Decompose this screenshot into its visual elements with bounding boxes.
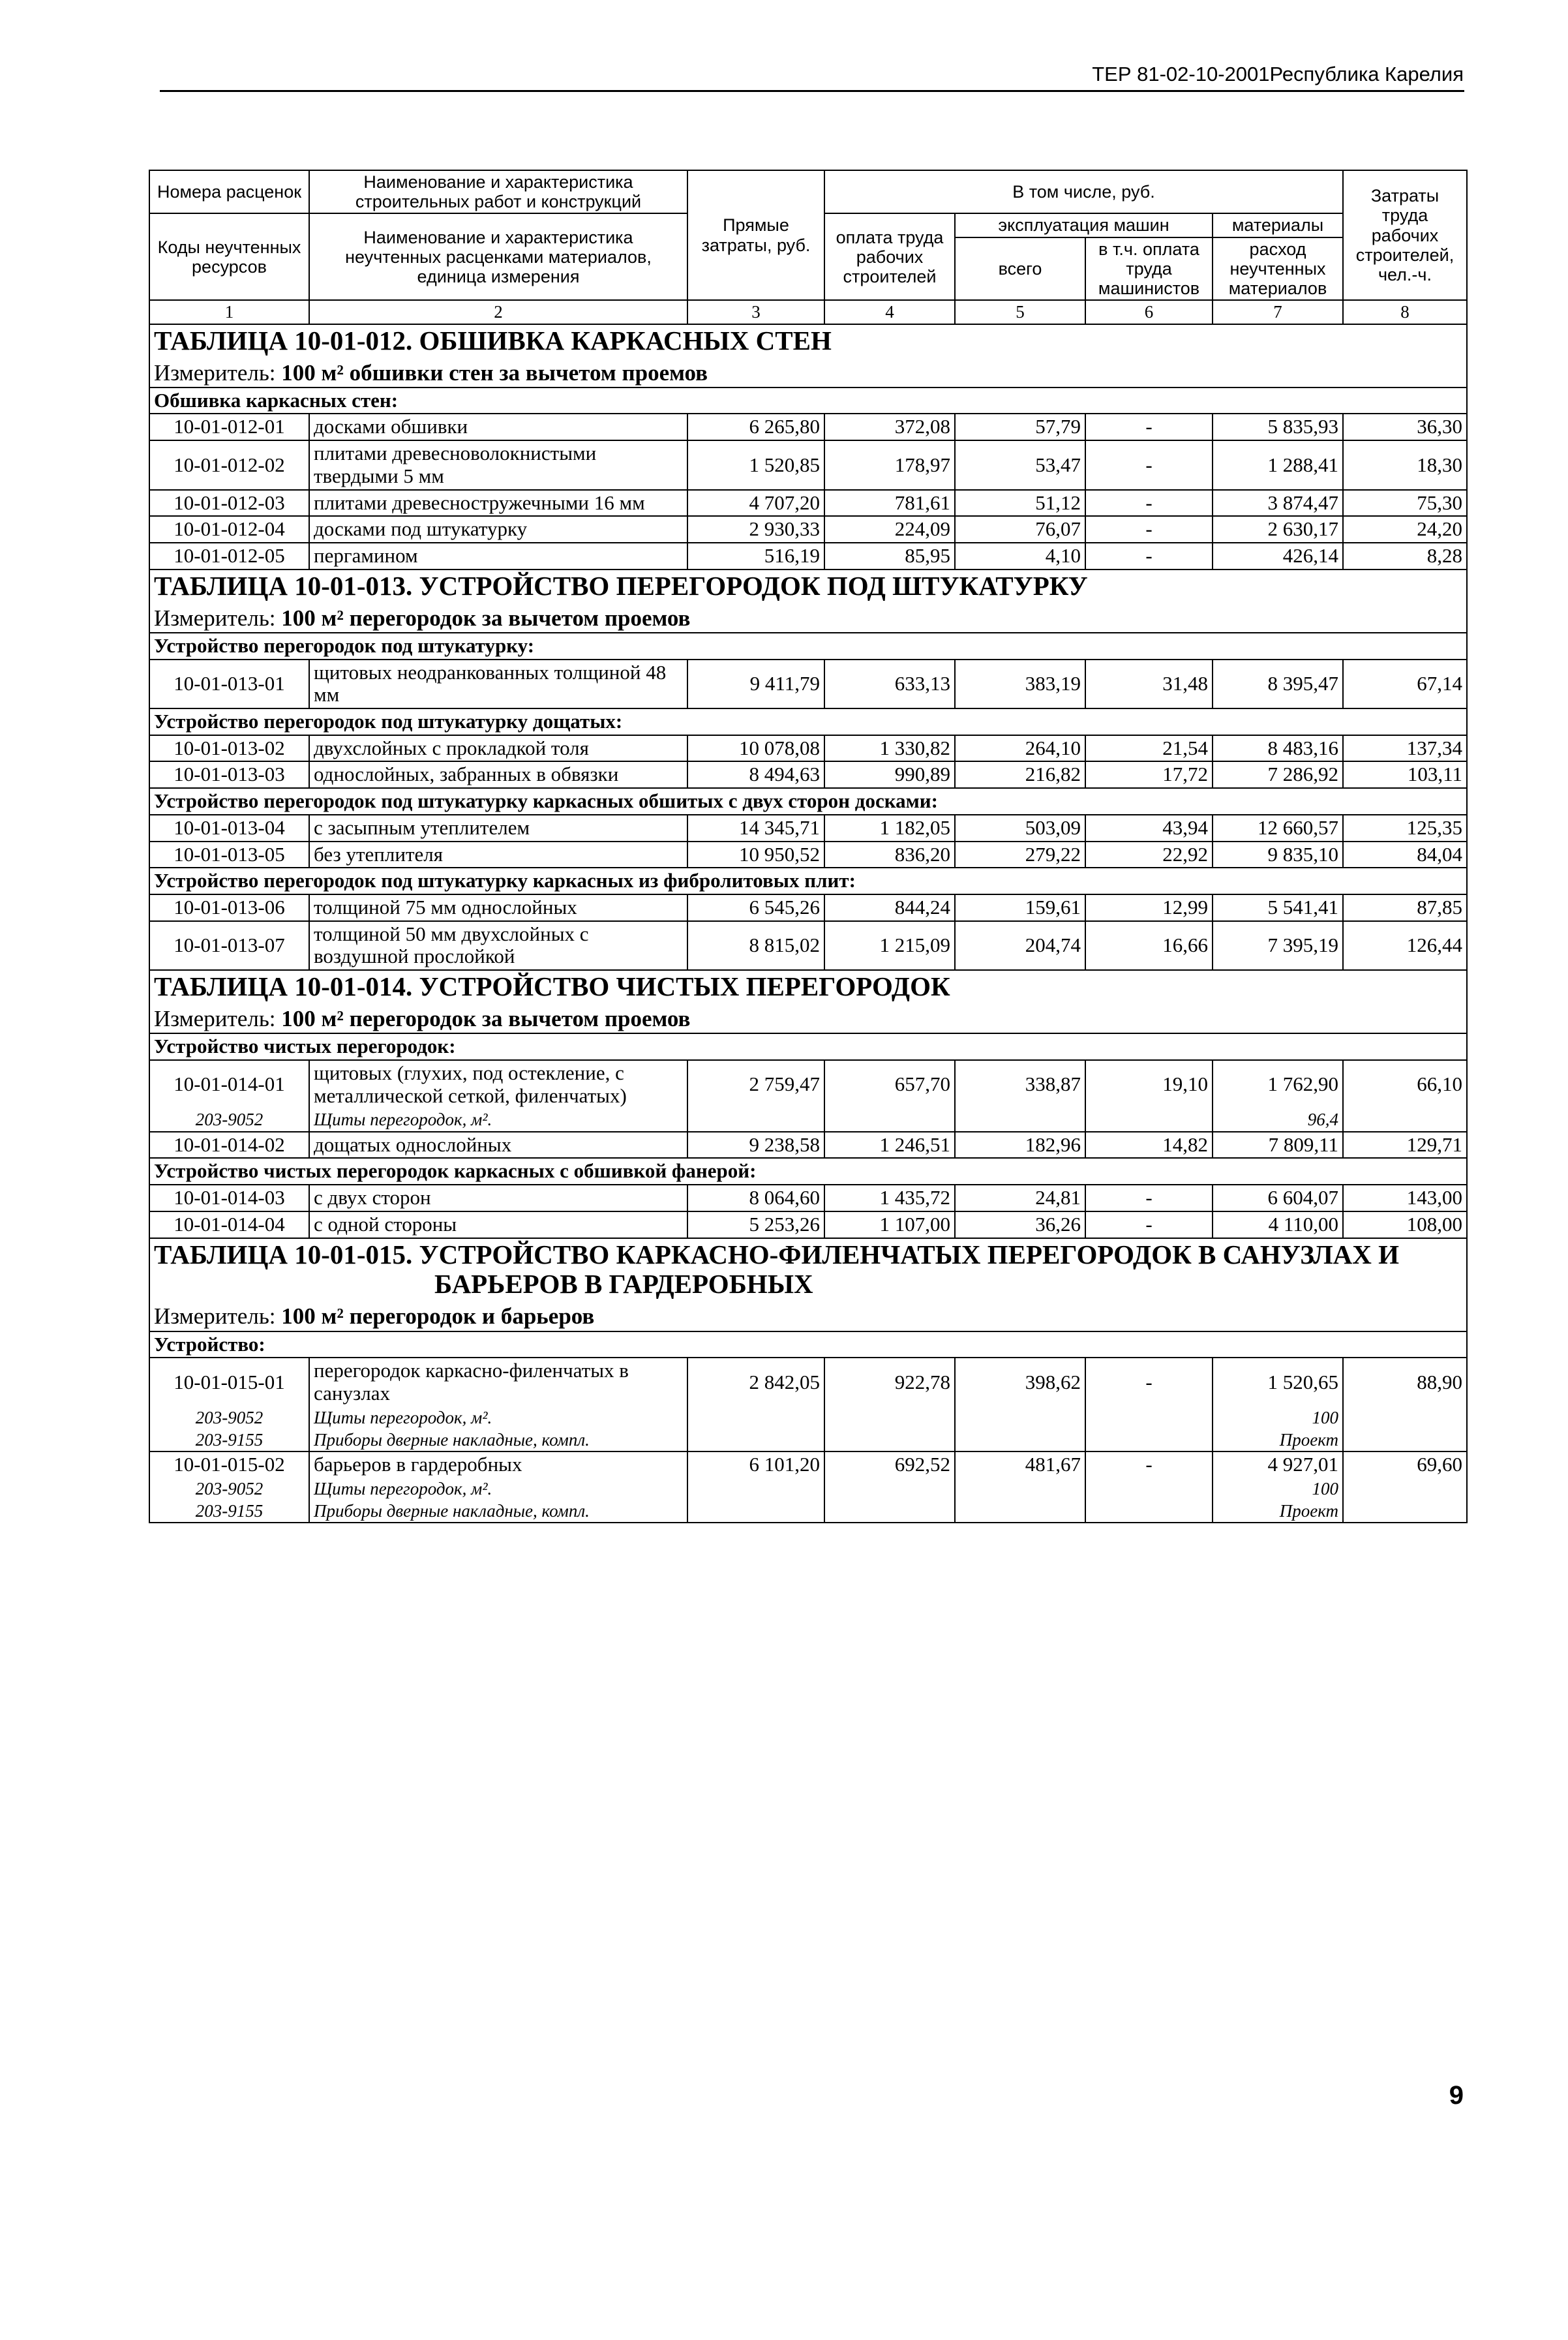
- cell-labor: 103,11: [1343, 761, 1467, 788]
- cell-operators: -: [1085, 1185, 1213, 1211]
- group-title: Устройство чистых перегородок каркасных с обшивкой фанерой:: [149, 1158, 1467, 1185]
- cell-machines: 51,12: [955, 490, 1085, 517]
- header-rule: [160, 90, 1464, 92]
- group-row: [149, 1331, 1467, 1358]
- col-num-3: 3: [687, 300, 824, 324]
- cell-wages: 178,97: [824, 440, 955, 489]
- rate-name: с двух сторон: [309, 1185, 687, 1211]
- table-measure: Измеритель: 100 м² перегородок и барьеров: [154, 1303, 595, 1330]
- cell-operators: -: [1085, 1358, 1213, 1406]
- table-row: [149, 1185, 1467, 1211]
- cell-direct: 8 494,63: [687, 761, 824, 788]
- cell-materials: 4 927,01: [1213, 1451, 1343, 1478]
- rate-name: перегородок каркасно-филенчатых в санузлах: [309, 1358, 687, 1406]
- rate-code: 10-01-014-01: [149, 1060, 309, 1108]
- table-title-line-2: БАРЬЕРОВ В ГАРДЕРОБНЫХ: [434, 1269, 813, 1299]
- cell-wages: 836,20: [824, 842, 955, 868]
- rate-code: 10-01-013-03: [149, 761, 309, 788]
- resource-name: Щиты перегородок, м².: [309, 1108, 687, 1131]
- cell-operators: 43,94: [1085, 815, 1213, 842]
- table-row: [149, 1060, 1467, 1108]
- cell-labor: 108,00: [1343, 1211, 1467, 1238]
- cell-operators: 31,48: [1085, 660, 1213, 708]
- cell-direct: 2 759,47: [687, 1060, 824, 1108]
- cell-wages: 85,95: [824, 543, 955, 570]
- resource-code: 203-9155: [149, 1500, 309, 1523]
- cell-direct: 8 064,60: [687, 1185, 824, 1211]
- col-num-5: 5: [955, 300, 1085, 324]
- table-measure: Измеритель: 100 м² перегородок за вычетом проемов: [154, 605, 691, 631]
- group-row: [149, 788, 1467, 815]
- cell-machines: 398,62: [955, 1358, 1085, 1406]
- cell-labor: 129,71: [1343, 1132, 1467, 1159]
- rate-code: 10-01-013-06: [149, 894, 309, 921]
- running-head: ТЕР 81-02-10-2001Республика Карелия: [1092, 63, 1464, 85]
- cell-wages: 844,24: [824, 894, 955, 921]
- cell-direct: 9 238,58: [687, 1132, 824, 1159]
- cell-machines: 159,61: [955, 894, 1085, 921]
- page-number: 9: [1449, 2081, 1464, 2110]
- header-col4: оплата труда рабочих строителей: [824, 213, 955, 300]
- group-title: Устройство перегородок под штукатурку каркасных из фибролитовых плит:: [149, 868, 1467, 894]
- resource-name: Приборы дверные накладные, компл.: [309, 1429, 687, 1451]
- group-title: Устройство перегородок под штукатурку дощатых:: [149, 708, 1467, 735]
- header-col3: Прямые затраты, руб.: [687, 170, 824, 300]
- rate-name: щитовых неодранкованных толщиной 48 мм: [309, 660, 687, 708]
- cell-labor: 143,00: [1343, 1185, 1467, 1211]
- table-row: [149, 440, 1467, 489]
- group-row: [149, 1158, 1467, 1185]
- resource-code: 203-9052: [149, 1406, 309, 1429]
- cell-machines: 338,87: [955, 1060, 1085, 1108]
- rate-code: 10-01-014-02: [149, 1132, 309, 1159]
- cell-operators: 16,66: [1085, 921, 1213, 970]
- cell-operators: 17,72: [1085, 761, 1213, 788]
- rate-code: 10-01-013-05: [149, 842, 309, 868]
- cell-machines: 36,26: [955, 1211, 1085, 1238]
- cell-materials: 1 520,65: [1213, 1358, 1343, 1406]
- cell-wages: 633,13: [824, 660, 955, 708]
- column-number-row: [149, 300, 1467, 324]
- cell-machines: 4,10: [955, 543, 1085, 570]
- cell-machines: 279,22: [955, 842, 1085, 868]
- rate-name: пергамином: [309, 543, 687, 570]
- cell-direct: 516,19: [687, 543, 824, 570]
- cell-materials: 5 541,41: [1213, 894, 1343, 921]
- cell-operators: -: [1085, 1451, 1213, 1478]
- header-col1-top: Номера расценок: [149, 170, 309, 213]
- cell-operators: 19,10: [1085, 1060, 1213, 1108]
- cell-materials: 1 288,41: [1213, 440, 1343, 489]
- cell-materials: 7 809,11: [1213, 1132, 1343, 1159]
- col-num-6: 6: [1085, 300, 1213, 324]
- cell-operators: 14,82: [1085, 1132, 1213, 1159]
- resource-name: Щиты перегородок, м².: [309, 1478, 687, 1500]
- cell-materials: 12 660,57: [1213, 815, 1343, 842]
- rate-name: досками обшивки: [309, 414, 687, 440]
- rate-name: с засыпным утеплителем: [309, 815, 687, 842]
- cell-materials: 7 286,92: [1213, 761, 1343, 788]
- cell-wages: 1 246,51: [824, 1132, 955, 1159]
- table-title-row: [149, 970, 1467, 1033]
- cell-direct: 4 707,20: [687, 490, 824, 517]
- resource-amount: 100: [1213, 1406, 1343, 1429]
- table-row: [149, 815, 1467, 842]
- group-row: [149, 1033, 1467, 1060]
- table-title: ТАБЛИЦА 10-01-012. ОБШИВКА КАРКАСНЫХ СТЕН: [154, 325, 832, 356]
- header-col7: расход неучтенных материалов: [1213, 237, 1343, 301]
- cell-machines: 481,67: [955, 1451, 1085, 1478]
- cell-wages: 372,08: [824, 414, 955, 440]
- table-row: [149, 921, 1467, 970]
- cell-operators: 22,92: [1085, 842, 1213, 868]
- table-title-row: [149, 1238, 1467, 1331]
- cell-labor: 36,30: [1343, 414, 1467, 440]
- cell-labor: 69,60: [1343, 1451, 1467, 1478]
- resource-amount: Проект: [1213, 1500, 1343, 1523]
- col-num-1: 1: [149, 300, 309, 324]
- rate-name: плитами древесноволокнистыми твердыми 5 мм: [309, 440, 687, 489]
- table-row: [149, 543, 1467, 570]
- header-col2-top: Наименование и характеристика строительных работ и конструкций: [309, 170, 687, 213]
- header-col1-bottom: Коды неучтенных ресурсов: [149, 213, 309, 300]
- cell-direct: 14 345,71: [687, 815, 824, 842]
- header-col2-bottom: Наименование и характеристика неучтенных расценками материалов, единица измерения: [309, 213, 687, 300]
- rate-code: 10-01-014-03: [149, 1185, 309, 1211]
- group-row: [149, 708, 1467, 735]
- cell-machines: 53,47: [955, 440, 1085, 489]
- rate-name: однослойных, забранных в обвязки: [309, 761, 687, 788]
- cell-machines: 216,82: [955, 761, 1085, 788]
- header-col5: всего: [955, 237, 1085, 301]
- table-title-row: [149, 324, 1467, 387]
- rate-code: 10-01-014-04: [149, 1211, 309, 1238]
- table-title: ТАБЛИЦА 10-01-013. УСТРОЙСТВО ПЕРЕГОРОДОК ПОД ШТУКАТУРКУ: [154, 570, 1088, 601]
- cell-wages: 1 107,00: [824, 1211, 955, 1238]
- table-row: [149, 1451, 1467, 1478]
- rate-name: с одной стороны: [309, 1211, 687, 1238]
- rate-name: двухслойных с прокладкой толя: [309, 735, 687, 762]
- resource-row: [149, 1478, 1467, 1500]
- table-title: ТАБЛИЦА 10-01-014. УСТРОЙСТВО ЧИСТЫХ ПЕРЕГОРОДОК: [154, 971, 950, 1002]
- header-row-1: [149, 170, 1467, 213]
- cell-wages: 224,09: [824, 516, 955, 543]
- resource-code: 203-9052: [149, 1478, 309, 1500]
- table-measure: Измеритель: 100 м² перегородок за вычетом проемов: [154, 1006, 691, 1032]
- table-title: [154, 1240, 1462, 1300]
- group-title: Обшивка каркасных стен:: [149, 387, 1467, 414]
- cell-materials: 9 835,10: [1213, 842, 1343, 868]
- table-row: [149, 842, 1467, 868]
- rate-name: толщиной 50 мм двухслойных с воздушной прослойкой: [309, 921, 687, 970]
- table-title-line-1: ТАБЛИЦА 10-01-015. УСТРОЙСТВО КАРКАСНО-ФИЛЕНЧАТЫХ ПЕРЕГОРОДОК В САНУЗЛАХ И: [154, 1239, 1400, 1269]
- cell-labor: 137,34: [1343, 735, 1467, 762]
- cell-wages: 781,61: [824, 490, 955, 517]
- header-materials: материалы: [1213, 213, 1343, 237]
- rate-name: дощатых однослойных: [309, 1132, 687, 1159]
- col-num-7: 7: [1213, 300, 1343, 324]
- header-col6: в т.ч. оплата труда машинистов: [1085, 237, 1213, 301]
- table-row: [149, 735, 1467, 762]
- resource-amount: 96,4: [1213, 1108, 1343, 1131]
- resource-code: 203-9052: [149, 1108, 309, 1131]
- cell-machines: 57,79: [955, 414, 1085, 440]
- table-row: [149, 1211, 1467, 1238]
- cell-materials: 4 110,00: [1213, 1211, 1343, 1238]
- cell-operators: -: [1085, 414, 1213, 440]
- resource-row: [149, 1406, 1467, 1429]
- resource-code: 203-9155: [149, 1429, 309, 1451]
- cell-operators: -: [1085, 440, 1213, 489]
- table-row: [149, 761, 1467, 788]
- table-title-row: [149, 570, 1467, 633]
- col-num-4: 4: [824, 300, 955, 324]
- group-title: Устройство чистых перегородок:: [149, 1033, 1467, 1060]
- cell-materials: 6 604,07: [1213, 1185, 1343, 1211]
- cell-wages: 1 182,05: [824, 815, 955, 842]
- cell-materials: 426,14: [1213, 543, 1343, 570]
- header-exploit: эксплуатация машин: [955, 213, 1213, 237]
- cell-direct: 2 842,05: [687, 1358, 824, 1406]
- rate-code: 10-01-015-02: [149, 1451, 309, 1478]
- rate-code: 10-01-013-02: [149, 735, 309, 762]
- cell-machines: 182,96: [955, 1132, 1085, 1159]
- cell-machines: 76,07: [955, 516, 1085, 543]
- group-row: [149, 633, 1467, 660]
- table-row: [149, 516, 1467, 543]
- cell-wages: 990,89: [824, 761, 955, 788]
- group-title: Устройство:: [149, 1331, 1467, 1358]
- rate-code: 10-01-013-01: [149, 660, 309, 708]
- cell-wages: 1 215,09: [824, 921, 955, 970]
- cell-materials: 7 395,19: [1213, 921, 1343, 970]
- cell-materials: 1 762,90: [1213, 1060, 1343, 1108]
- cell-materials: 8 483,16: [1213, 735, 1343, 762]
- cell-labor: 126,44: [1343, 921, 1467, 970]
- cell-direct: 6 545,26: [687, 894, 824, 921]
- cell-wages: 1 435,72: [824, 1185, 955, 1211]
- cell-direct: 9 411,79: [687, 660, 824, 708]
- rate-name: толщиной 75 мм однослойных: [309, 894, 687, 921]
- group-row: [149, 868, 1467, 894]
- resource-amount: 100: [1213, 1478, 1343, 1500]
- cell-wages: 657,70: [824, 1060, 955, 1108]
- price-table: [149, 170, 1468, 1523]
- cell-labor: 88,90: [1343, 1358, 1467, 1406]
- cell-materials: 3 874,47: [1213, 490, 1343, 517]
- cell-direct: 1 520,85: [687, 440, 824, 489]
- table-row: [149, 414, 1467, 440]
- resource-amount: Проект: [1213, 1429, 1343, 1451]
- cell-labor: 125,35: [1343, 815, 1467, 842]
- cell-labor: 8,28: [1343, 543, 1467, 570]
- cell-wages: 1 330,82: [824, 735, 955, 762]
- group-row: [149, 387, 1467, 414]
- cell-machines: 503,09: [955, 815, 1085, 842]
- rate-code: 10-01-013-07: [149, 921, 309, 970]
- rate-code: 10-01-012-04: [149, 516, 309, 543]
- header-col8: Затраты труда рабочих строителей, чел.-ч.: [1343, 170, 1467, 300]
- rate-name: без утеплителя: [309, 842, 687, 868]
- cell-labor: 75,30: [1343, 490, 1467, 517]
- cell-labor: 84,04: [1343, 842, 1467, 868]
- rate-name: плитами древесностружечными 16 мм: [309, 490, 687, 517]
- rate-name: барьеров в гардеробных: [309, 1451, 687, 1478]
- rate-name: щитовых (глухих, под остекление, с металлической сеткой, филенчатых): [309, 1060, 687, 1108]
- group-title: Устройство перегородок под штукатурку:: [149, 633, 1467, 660]
- cell-machines: 24,81: [955, 1185, 1085, 1211]
- cell-machines: 204,74: [955, 921, 1085, 970]
- resource-name: Щиты перегородок, м².: [309, 1406, 687, 1429]
- cell-wages: 922,78: [824, 1358, 955, 1406]
- cell-direct: 5 253,26: [687, 1211, 824, 1238]
- table-row: [149, 660, 1467, 708]
- cell-wages: 692,52: [824, 1451, 955, 1478]
- cell-direct: 2 930,33: [687, 516, 824, 543]
- cell-machines: 383,19: [955, 660, 1085, 708]
- cell-direct: 6 101,20: [687, 1451, 824, 1478]
- resource-row: [149, 1500, 1467, 1523]
- cell-operators: -: [1085, 516, 1213, 543]
- header-group: В том числе, руб.: [824, 170, 1343, 213]
- rate-code: 10-01-012-05: [149, 543, 309, 570]
- group-title: Устройство перегородок под штукатурку каркасных обшитых с двух сторон досками:: [149, 788, 1467, 815]
- table-row: [149, 1358, 1467, 1406]
- cell-materials: 5 835,93: [1213, 414, 1343, 440]
- cell-labor: 67,14: [1343, 660, 1467, 708]
- cell-operators: 21,54: [1085, 735, 1213, 762]
- rate-code: 10-01-012-03: [149, 490, 309, 517]
- resource-name: Приборы дверные накладные, компл.: [309, 1500, 687, 1523]
- table-row: [149, 894, 1467, 921]
- cell-labor: 18,30: [1343, 440, 1467, 489]
- rate-code: 10-01-012-01: [149, 414, 309, 440]
- rate-code: 10-01-012-02: [149, 440, 309, 489]
- col-num-8: 8: [1343, 300, 1467, 324]
- table-row: [149, 1132, 1467, 1159]
- cell-direct: 6 265,80: [687, 414, 824, 440]
- cell-materials: 8 395,47: [1213, 660, 1343, 708]
- cell-direct: 10 950,52: [687, 842, 824, 868]
- cell-machines: 264,10: [955, 735, 1085, 762]
- table-measure: Измеритель: 100 м² обшивки стен за вычетом проемов: [154, 359, 708, 386]
- col-num-2: 2: [309, 300, 687, 324]
- cell-operators: -: [1085, 490, 1213, 517]
- cell-materials: 2 630,17: [1213, 516, 1343, 543]
- cell-labor: 87,85: [1343, 894, 1467, 921]
- cell-operators: 12,99: [1085, 894, 1213, 921]
- cell-labor: 24,20: [1343, 516, 1467, 543]
- resource-row: [149, 1429, 1467, 1451]
- rate-code: 10-01-015-01: [149, 1358, 309, 1406]
- cell-operators: -: [1085, 543, 1213, 570]
- rate-code: 10-01-013-04: [149, 815, 309, 842]
- cell-operators: -: [1085, 1211, 1213, 1238]
- cell-direct: 10 078,08: [687, 735, 824, 762]
- table-row: [149, 490, 1467, 517]
- rate-name: досками под штукатурку: [309, 516, 687, 543]
- resource-row: [149, 1108, 1467, 1131]
- cell-labor: 66,10: [1343, 1060, 1467, 1108]
- cell-direct: 8 815,02: [687, 921, 824, 970]
